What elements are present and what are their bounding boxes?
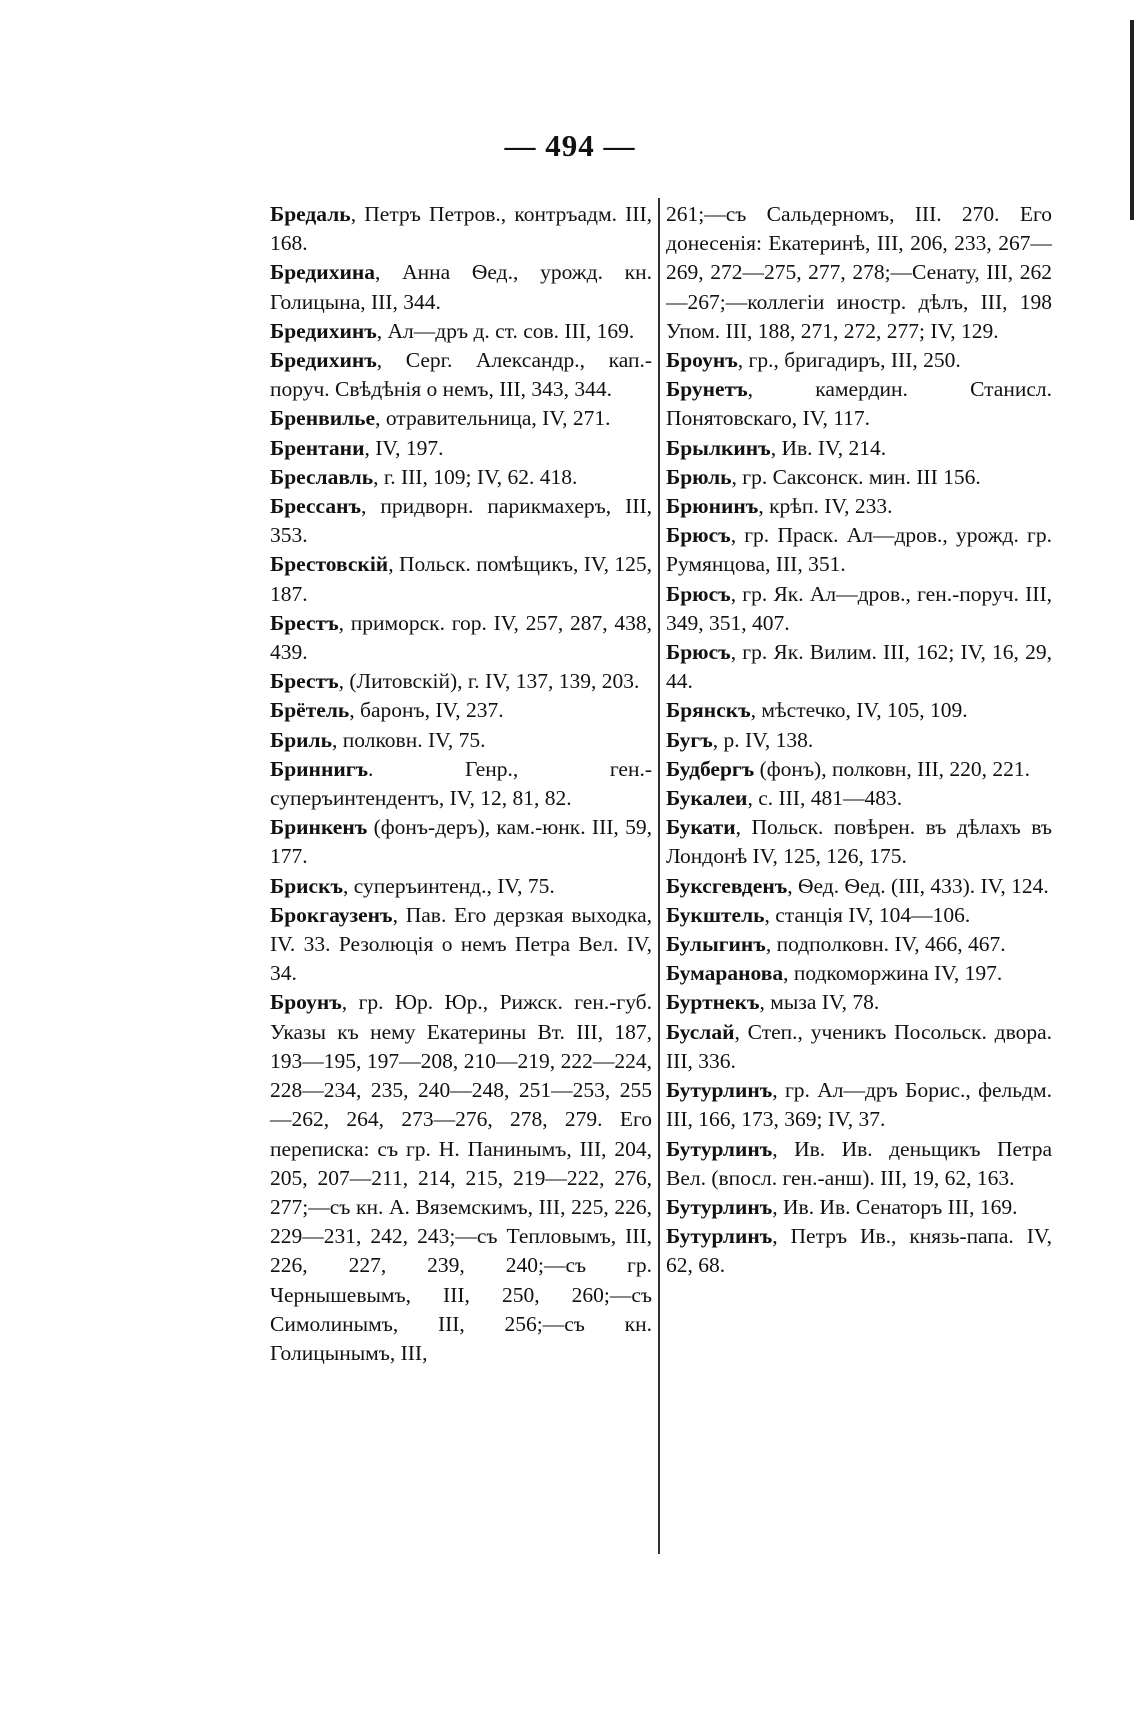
entry-text: , подкоморжина IV, 197. [783,961,1003,986]
index-entry [666,988,1052,1017]
entry-text: , гр. Саксонск. мин. III 156. [731,464,981,489]
entry-text: , отравительница, IV, 271. [375,406,611,431]
index-entry [666,492,1052,521]
index-entry [666,813,1052,871]
index-entry [666,1135,1052,1193]
entry-text: , гр. Як. Ал—дров., ген.-поруч. III, 349, 351, 407. [666,581,1052,635]
index-entry [270,550,652,608]
entry-headword: Брентани [270,435,365,460]
index-entry [666,726,1052,755]
entry-headword: Брестовскій [270,552,389,577]
index-entry [666,696,1052,725]
entry-text: , Польск. повѣрен. въ дѣлахъ въ Лондонѣ IV, 125, 126, 175. [666,815,1052,869]
entry-headword: Бриль [270,727,332,752]
entry-text: , придворн. парикмахеръ, III, 353. [270,494,652,548]
index-entry [666,1076,1052,1134]
entry-headword: Брянскъ [666,698,751,723]
entry-text: , мѣстечко, IV, 105, 109. [750,698,968,723]
entry-headword: Брётель [270,698,350,723]
index-entry [270,609,652,667]
index-entry [666,784,1052,813]
entry-headword: Брюсъ [666,640,731,665]
index-entry [666,959,1052,988]
index-entry [270,434,652,463]
entry-text: , Петръ Ив., князь-папа. IV, 62, 68. [666,1224,1052,1278]
entry-text: , гр. Юр. Юр., Рижск. ген.-губ. Указы къ нему Екатерины Вт. III, 187, 193—195, 197—208, 210—219, 222—224, 228—234, 235, 240—248, 251—253, 255—262, 264, 273—276, 278, 279. Его переписка: съ гр. Н. Панинымъ, III, 204, 205, 207—211, 214, 215, 219—222, 276, 277;—съ кн. А. Вяземскимъ, III, 225, 226, 229—231, 242, 243;—съ Тепловымъ, III, 226, 227, 239, 240;—съ гр. Чернышевымъ, III, 250, 260;—съ Симолинымъ, III, 256;—съ кн. Голицынымъ, III, [270,990,652,1365]
entry-headword: Буртнекъ [666,990,760,1015]
index-entry [270,988,652,1368]
entry-headword: Броунъ [270,990,342,1015]
entry-text: , гр., бригадиръ, III, 250. [737,348,961,373]
index-entry [270,200,652,258]
entry-headword: Брискъ [270,873,344,898]
entry-text: 261;—съ Сальдерномъ, III. 270. Его донесенія: Екатеринѣ, III, 206, 233, 267—269, 272—275, 277, 278;—Сенату, III, 262—267;—коллегіи иностр. дѣлъ, III, 198 Упом. III, 188, 271, 272, 277; IV, 129. [666,202,1052,343]
index-entry [666,930,1052,959]
entry-headword: Брылкинъ [666,435,771,460]
entry-headword: Булыгинъ [666,932,766,957]
index-entry [270,404,652,433]
entry-text: , с. III, 481—483. [747,786,903,811]
entry-headword: Бутурлинъ [666,1224,773,1249]
entry-text: , гр. Праск. Ал—дров., урожд. гр. Румянцова, III, 351. [666,523,1052,577]
index-entry [666,346,1052,375]
entry-text: , Степ., ученикъ Посольск. двора. III, 336. [666,1019,1052,1073]
index-entry [666,434,1052,463]
index-entry [666,901,1052,930]
entry-headword: Бринкенъ [270,815,368,840]
entry-headword: Бредаль [270,202,351,226]
index-entry [270,346,652,404]
index-entry [270,872,652,901]
entry-text: , Польск. помѣщикъ, IV, 125, 187. [270,552,652,606]
entry-text: , IV, 197. [364,435,444,460]
entry-text: (фонъ-деръ), кам.-юнк. III, 59, 177. [270,815,652,869]
entry-text: , Серг. Александр., кап.-поруч. Свѣдѣнія о немъ, III, 343, 344. [270,348,652,402]
entry-text: , баронъ, IV, 237. [349,698,504,723]
index-entry [666,872,1052,901]
entry-text: , крѣп. IV, 233. [758,494,893,519]
index-entry [270,463,652,492]
entry-text: , мыза IV, 78. [759,990,880,1015]
entry-headword: Бредихинъ [270,318,377,343]
column-divider [658,198,660,1554]
entry-text: , Ив. IV, 214. [770,435,887,460]
entry-text: , Ив. Ив. Сенаторъ III, 169. [772,1194,1018,1219]
index-entry [666,1018,1052,1076]
entry-headword: Брестъ [270,669,339,694]
entry-text: , Петръ Петров., контръадм. III, 168. [270,202,652,256]
entry-headword: Буслай [666,1019,735,1044]
left-column [270,200,652,1368]
index-entry [666,375,1052,433]
entry-headword: Брюсъ [666,523,731,548]
entry-text: , приморск. гор. IV, 257, 287, 438, 439. [270,610,652,665]
entry-headword: Брестъ [270,610,339,635]
entry-headword: Бутурлинъ [666,1136,773,1161]
entry-text: , подполковн. IV, 466, 467. [765,932,1006,957]
index-entry [666,580,1052,638]
index-entry [270,696,652,725]
entry-headword: Бредихинъ [270,348,377,373]
entry-text: , суперъинтенд., IV, 75. [343,873,555,898]
entry-text: , полковн. IV, 75. [332,727,486,752]
entry-headword: Брунетъ [666,377,748,402]
index-entry [270,258,652,316]
index-entry [666,521,1052,579]
entry-text: , (Литовскій), г. IV, 137, 139, 203. [338,669,640,694]
entry-text: , р. IV, 138. [712,727,814,752]
index-entry [666,638,1052,696]
entry-headword: Брюль [666,464,732,489]
entry-text: (фонъ), полковн, III, 220, 221. [754,756,1031,781]
entry-headword: Брюнинъ [666,494,759,519]
entry-headword: Бутурлинъ [666,1078,773,1103]
entry-headword: Брессанъ [270,494,361,519]
entry-headword: Брокгаузенъ [270,902,393,927]
index-entry [270,726,652,755]
page-number: — 494 — [504,128,636,163]
index-entry [666,200,1052,346]
entry-text: , гр. Як. Вилим. III, 162; IV, 16, 29, 44. [666,640,1052,694]
entry-headword: Бутурлинъ [666,1194,773,1219]
index-entry [270,667,652,696]
index-entry [270,755,652,813]
entry-headword: Буксгевденъ [666,873,788,898]
entry-text: , Анна Ѳед., урожд. кн. Голицына, III, 344. [270,260,652,314]
entry-headword: Бумаранова [666,961,784,986]
entry-text: , станція IV, 104—106. [764,902,971,927]
entry-headword: Бриннигъ [270,756,369,781]
entry-text: , Ив. Ив. деньщикъ Петра Вел. (впосл. ген.-анш). III, 19, 62, 163. [666,1136,1052,1190]
entry-headword: Будбергъ [666,756,755,781]
entry-headword: Бренвилье [270,406,376,431]
index-entry [666,1193,1052,1222]
entry-headword: Букати [666,815,736,840]
entry-headword: Бреславль [270,464,374,489]
entry-text: . Генр., ген.-суперъинтендентъ, IV, 12, 81, 82. [270,756,652,811]
entry-headword: Брюсъ [666,581,731,606]
index-entry [270,813,652,871]
entry-headword: Букалеи [666,786,748,811]
entry-text: , Ѳед. Ѳед. (III, 433). IV, 124. [787,873,1049,898]
index-entry [270,901,652,989]
index-entry [270,317,652,346]
entry-text: , гр. Ал—дръ Борис., фельдм. III, 166, 173, 369; IV, 37. [666,1078,1052,1132]
index-entry [666,755,1052,784]
page-edge-mark [1130,20,1134,220]
entry-text: , Пав. Его дерзкая выходка, IV. 33. Резолюція о немъ Петра Вел. IV, 34. [270,902,652,986]
entry-headword: Букштель [666,902,765,927]
entry-text: , Ал—дръ д. ст. сов. III, 169. [376,318,635,343]
entry-text: , камердин. Станисл. Понятовскаго, IV, 117. [666,377,1052,431]
entry-text: , г. III, 109; IV, 62. 418. [373,464,578,489]
index-entry [666,463,1052,492]
entry-headword: Бредихина [270,260,375,285]
index-entry [270,492,652,550]
right-column [666,200,1052,1281]
entry-headword: Броунъ [666,348,738,373]
index-entry [666,1222,1052,1280]
entry-headword: Бугъ [666,727,713,752]
